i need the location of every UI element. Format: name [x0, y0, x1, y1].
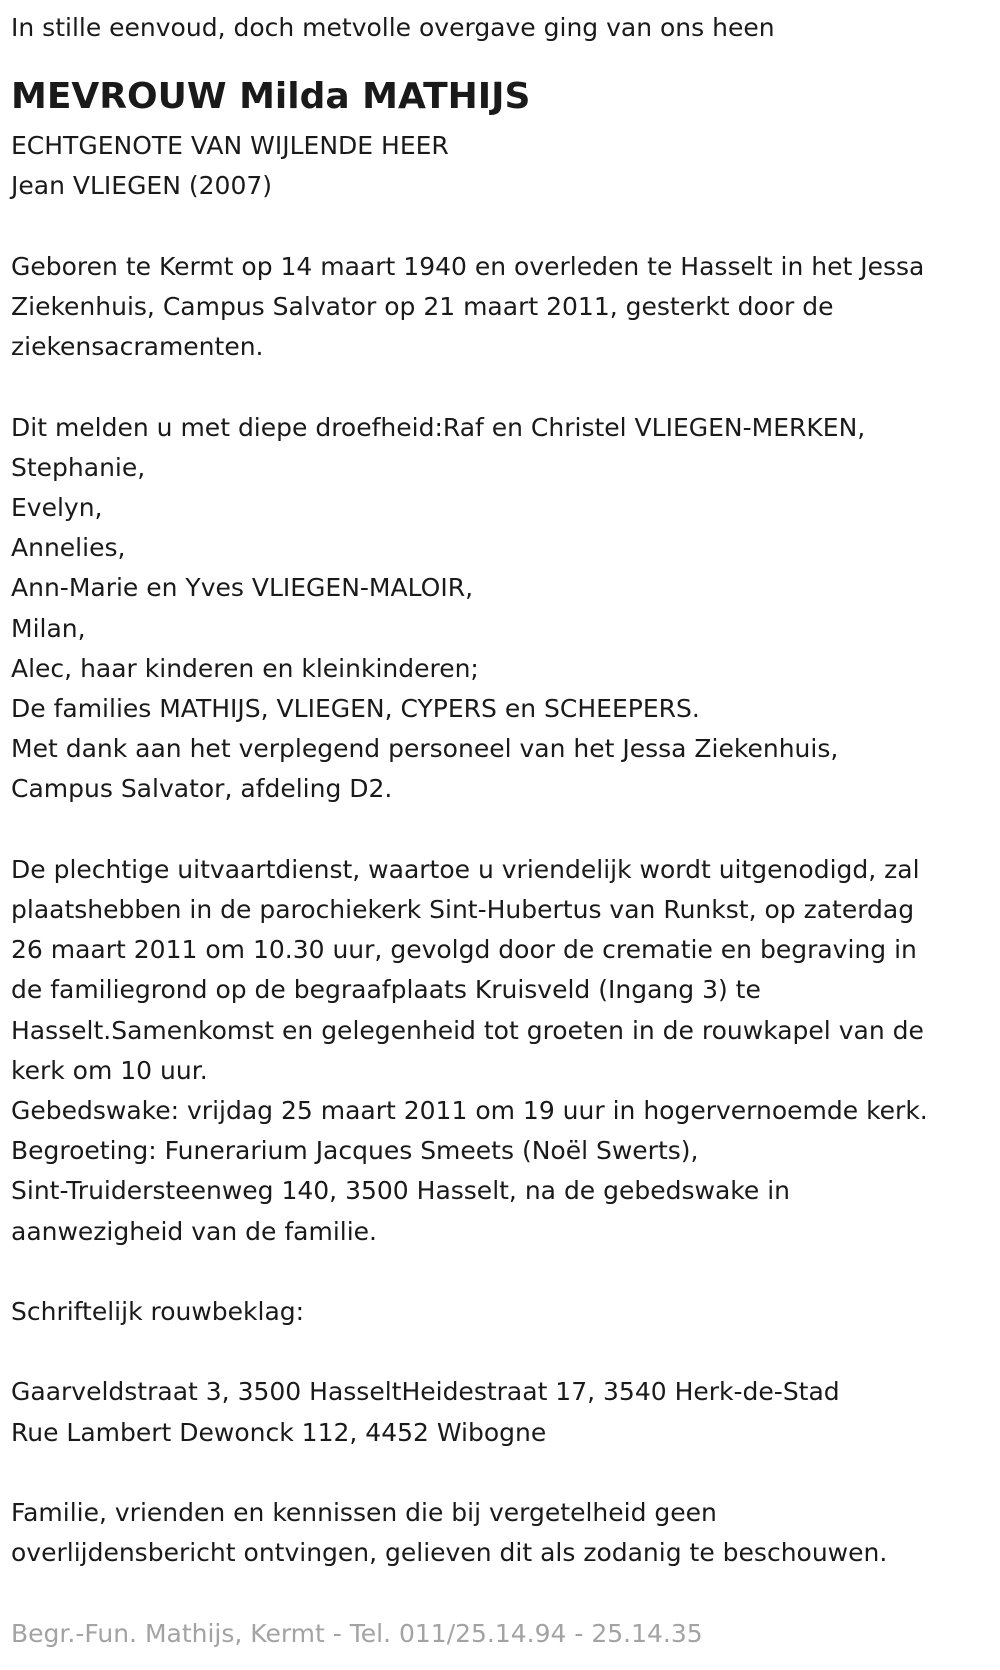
paragraph-line: overlijdensbericht ontvingen, gelieven dit als zodanig te beschouwen. [11, 1538, 888, 1568]
spouse-block [11, 126, 1000, 206]
paragraph-line: Ann-Marie en Yves VLIEGEN-MALOIR, [11, 573, 474, 603]
paragraph-line: plaatshebben in de parochiekerk Sint-Hubertus van Runkst, op zaterdag [11, 895, 915, 925]
paragraph-line: Begroeting: Funerarium Jacques Smeets (Noël Swerts), [11, 1136, 699, 1166]
addresses-block [11, 1372, 1000, 1452]
spacer [11, 810, 1000, 850]
paragraph-line: Geboren te Kermt op 14 maart 1940 en overleden te Hasselt in het Jessa [11, 251, 925, 281]
paragraph-line: Annelies, [11, 533, 126, 563]
paragraph-line: Met dank aan het verplegend personeel van het Jessa Ziekenhuis, [11, 734, 839, 764]
spacer [11, 1453, 1000, 1493]
paragraph-line: 26 maart 2011 om 10.30 uur, gevolgd door de crematie en begraving in [11, 935, 917, 965]
paragraph-line: Familie, vrienden en kennissen die bij vergetelheid geen [11, 1498, 717, 1528]
address-line: Rue Lambert Dewonck 112, 4452 Wibogne [11, 1417, 547, 1447]
paragraph-line: Dit melden u met diepe droefheid:Raf en Christel VLIEGEN-MERKEN, [11, 412, 866, 442]
spacer [11, 1332, 1000, 1372]
intro-line: In stille eenvoud, doch metvolle overgave ging van ons heen [11, 13, 775, 42]
paragraph-line: aanwezigheid van de familie. [11, 1216, 377, 1246]
paragraph-line: Stephanie, [11, 452, 146, 482]
paragraph-line: Sint-Truidersteenweg 140, 3500 Hasselt, na de gebedswake in [11, 1176, 791, 1206]
paragraph-line: De plechtige uitvaartdienst, waartoe u vriendelijk wordt uitgenodigd, zal [11, 854, 920, 884]
birth-death-paragraph [11, 247, 1000, 368]
paragraph-line: ziekensacramenten. [11, 332, 264, 362]
paragraph-line: Alec, haar kinderen en kleinkinderen; [11, 653, 479, 683]
paragraph-line: Ziekenhuis, Campus Salvator op 21 maart 2011, gesterkt door de [11, 292, 834, 321]
spacer [11, 1252, 1000, 1292]
address-line: Gaarveldstraat 3, 3500 HasseltHeidestraat 17, 3540 Herk-de-Stad [11, 1377, 840, 1407]
spacer [11, 367, 1000, 407]
paragraph-line: Hasselt.Samenkomst en gelegenheid tot groeten in de rouwkapel van de [11, 1015, 924, 1045]
paragraph-line: Milan, [11, 613, 86, 643]
paragraph-line: de familiegrond op de begraafplaats Kruisveld (Ingang 3) te [11, 975, 761, 1005]
paragraph-line: Campus Salvator, afdeling D2. [11, 774, 393, 804]
deceased-name: MEVROUW Milda MATHIJS [11, 76, 531, 118]
announcement-paragraph [11, 408, 1000, 810]
paragraph-line: Evelyn, [11, 493, 103, 522]
spacer [11, 207, 1000, 247]
service-paragraph [11, 850, 1000, 1252]
spouse-line: ECHTGENOTE VAN WIJLENDE HEER [11, 131, 449, 161]
paragraph-line: De families MATHIJS, VLIEGEN, CYPERS en SCHEEPERS. [11, 694, 700, 724]
funeral-home-footer: Begr.-Fun. Mathijs, Kermt - Tel. 011/25.14.94 - 25.14.35 [11, 1618, 703, 1648]
paragraph-line: Gebedswake: vrijdag 25 maart 2011 om 19 uur in hogervernoemde kerk. [11, 1096, 928, 1126]
spacer [11, 1573, 1000, 1613]
closing-paragraph [11, 1493, 1000, 1573]
condolence-label: Schriftelijk rouwbeklag: [11, 1297, 305, 1327]
paragraph-line: kerk om 10 uur. [11, 1055, 208, 1085]
spouse-line: Jean VLIEGEN (2007) [11, 171, 273, 201]
